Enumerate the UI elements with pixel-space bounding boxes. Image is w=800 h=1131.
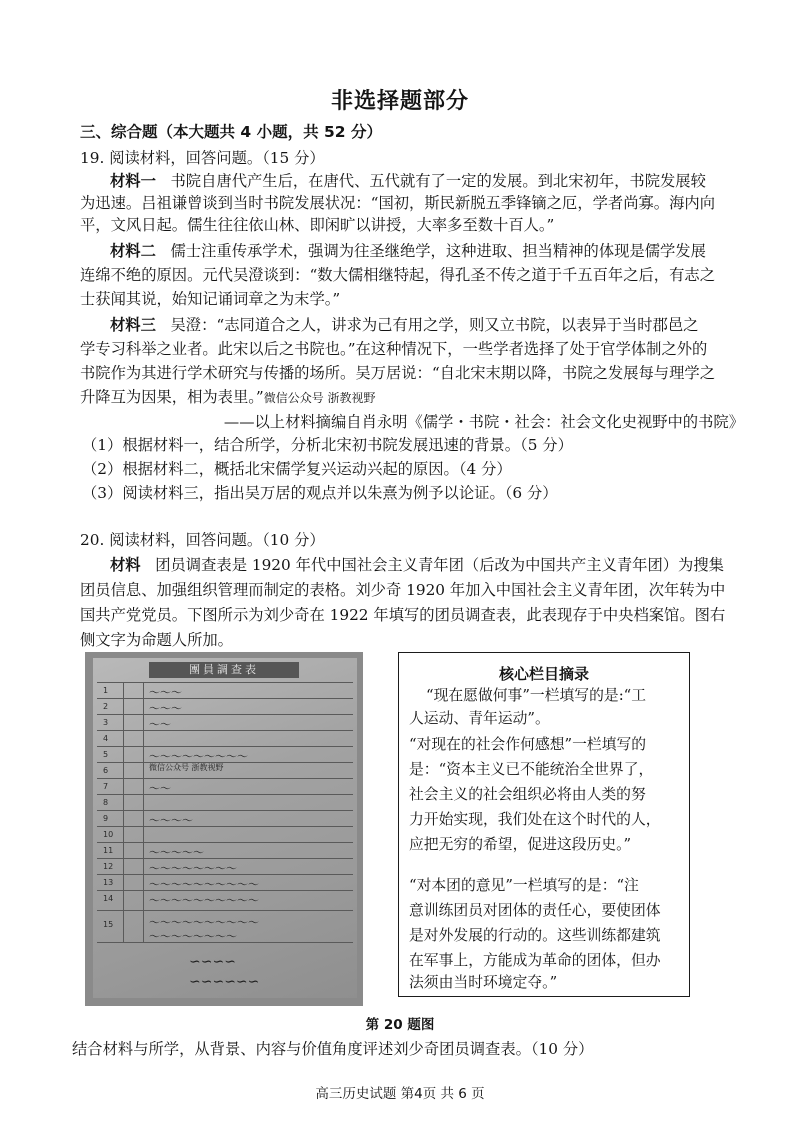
q19-material2-label: 材料二 [110,242,156,260]
q19-material1-line3: 平，文风日起。儒生往往依山林、即闲旷以讲授，大率多至数十百人。” [80,216,555,234]
q19-material1-line1: 材料一 书院自唐代产生后，在唐代、五代就有了一定的发展。到北宋初年，书院发展较 [110,172,706,190]
excerpt-line: 是：“资本主义已不能统治全世界了， [409,761,654,778]
q19-material3-line2: 学专习科举之业者。此宋以后之书院也。”在这种情况下，一些学者选择了处于官学体制之外的 [80,340,708,358]
excerpt-line: 力开始实现，我们处在这个时代的人， [409,811,661,828]
q19-sub3: （3）阅读材料三，指出吴万居的观点并以朱熹为例予以论证。（6 分） [82,484,558,502]
signature: ∽∽∽∽ [189,954,236,970]
excerpt-box-title: 核心栏目摘录 [498,665,589,683]
excerpt-box [398,652,690,997]
photo-watermark: 微信公众号 浙教视野 [149,763,224,772]
q19-material2-line2: 连绵不绝的原因。元代吴澄谈到：“数大儒相继特起，得孔圣不传之道于千五百年之后，有志之 [80,266,715,284]
q19-heading: 19. 阅读材料，回答问题。（15 分） [80,149,325,167]
handwriting: 〜〜〜〜〜〜〜〜〜〜 [149,894,259,907]
excerpt-line: 社会主义的社会组织必将由人类的努 [409,786,646,803]
survey-form-header: 團員調查表 [149,662,299,678]
handwriting: 〜〜〜〜〜〜〜〜〜〜 [149,916,259,929]
q20-question: 结合材料与所学，从背景、内容与价值角度评述刘少奇团员调查表。（10 分） [72,1040,594,1058]
q20-material-line1: 材料 团员调查表是 1920 年代中国社会主义青年团（后改为中国共产主义青年团）为搜集 [110,556,724,574]
handwriting: 〜〜 [149,718,171,731]
excerpt-line: “对本团的意见”一栏填写的是：“注 [409,877,639,894]
excerpt-line: 法须由当时环境定夺。” [409,974,558,991]
excerpt-line: 意训练团员对团体的责任心，要使团体 [409,902,661,919]
figure-caption: 第 20 题图 [365,1017,435,1033]
q19-material3-line4: 升降互为因果，相为表里。”微信公众号 浙教视野 [80,388,376,406]
excerpt-line: 应把无穷的希望，促进这段历史。” [409,836,632,853]
q20-material-label: 材料 [110,556,141,574]
survey-form-photo [85,652,363,1006]
q20-heading: 20. 阅读材料，回答问题。（10 分） [80,531,325,549]
handwriting: 〜〜〜〜〜 [149,846,204,859]
signature: ∽∽∽∽∽∽ [189,974,260,990]
q20-material-line4: 侧文字为命题人所加。 [80,631,233,649]
q20-material-line3: 国共产党党员。下图所示为刘少奇在 1922 年填写的团员调查表，此表现存于中央档案馆。图右 [80,606,726,624]
section-heading: 三、综合题（本大题共 4 小题，共 52 分） [80,123,382,141]
excerpt-line: “对现在的社会作何感想”一栏填写的 [409,736,647,753]
page-title: 非选择题部分 [330,89,469,114]
q20-material-line2: 团员信息、加强组织管理而制定的表格。刘少奇 1920 年加入中国社会主义青年团，次年转为中 [80,581,726,599]
q19-sub2: （2）根据材料二，概括北宋儒学复兴运动兴起的原因。（4 分） [82,460,512,478]
handwriting: 〜〜〜〜〜〜〜〜 [149,862,237,875]
q19-material2-line1: 材料二 儒士注重传承学术，强调为往圣继绝学，这种进取、担当精神的体现是儒学发展 [110,242,706,260]
q19-material1-label: 材料一 [110,172,156,190]
excerpt-line: 是对外发展的行动的。这些训练都建筑 [409,927,661,944]
q19-material3-line3: 书院作为其进行学术研究与传播的场所。吴万居说：“自北宋末期以降，书院之发展每与理学之 [80,364,715,382]
handwriting: 〜〜〜〜〜〜〜〜〜〜 [149,878,259,891]
excerpt-line: 在军事上，方能成为革命的团体，但办 [409,952,661,969]
q19-material2-line3: 士获闻其说，始知记诵词章之为末学。” [80,290,341,308]
watermark: 微信公众号 浙教视野 [263,391,376,405]
q19-material3-label: 材料三 [110,316,156,334]
q19-material1-line2: 为迅速。吕祖谦曾谈到当时书院发展状况：“国初，斯民新脱五季锋镝之厄，学者尚寡。海内向 [80,194,715,212]
handwriting: 〜〜〜 [149,686,182,699]
survey-form-paper: 團員調查表 1 2 3 4 5 6 7 8 9 10 11 12 13 14 15 〜〜〜 〜〜〜 〜〜 〜〜〜〜〜〜〜〜〜 微信公众号 浙教视野 〜〜 〜〜〜〜 〜〜〜〜〜 〜〜〜〜〜〜〜〜 〜〜〜〜〜〜〜〜〜〜 〜〜〜〜〜〜〜〜〜〜 〜〜〜〜〜〜〜〜〜〜 〜〜〜〜〜〜〜〜 ∽∽∽∽ ∽∽∽∽∽∽ [93,658,357,998]
handwriting: 〜〜〜〜〜〜〜〜 [149,930,237,943]
q19-sub1: （1）根据材料一，结合所学，分析北宋初书院发展迅速的背景。（5 分） [82,436,573,454]
excerpt-line: 人运动、青年运动”。 [409,710,550,727]
handwriting: 〜〜 [149,782,171,795]
q19-material3-line1: 材料三 吴澄：“志同道合之人，讲求为己有用之学，则又立书院，以表异于当时郡邑之 [110,316,699,334]
handwriting: 〜〜〜 [149,702,182,715]
handwriting: 〜〜〜〜 [149,814,193,827]
q19-source: ——以上材料摘编自肖永明《儒学・书院・社会：社会文化史视野中的书院》 [223,413,744,431]
page-footer: 高三历史试题 第4页 共 6 页 [315,1086,485,1102]
handwriting: 〜〜〜〜〜〜〜〜〜 [149,750,248,763]
excerpt-line: “现在愿做何事”一栏填写的是:“工 [426,687,647,704]
